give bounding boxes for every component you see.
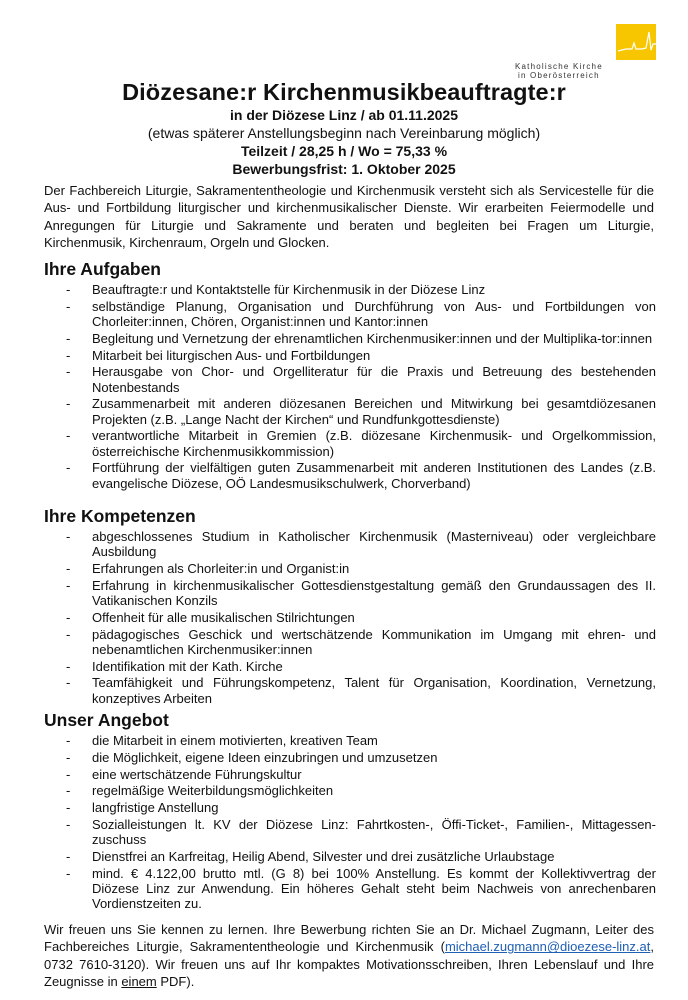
working-hours: Teilzeit / 28,25 h / Wo = 75,33 %: [240, 143, 448, 159]
list-item: [44, 849, 656, 864]
list-item: [44, 783, 656, 798]
list-item: [44, 460, 656, 490]
section-competencies: [44, 505, 656, 707]
bullet-dash: -: [66, 783, 71, 799]
list-item-text: selbständige Planung, Organisation und Durchführung von Aus- und Fortbildungen von Chorleiter:innen, Chören, Organist:innen und Kantor:innen: [92, 298, 656, 329]
list-item-text: Herausgabe von Chor- und Orgelliteratur für die Praxis und Betreuung des bestehenden Notenbestands: [92, 364, 656, 395]
contact-email-link[interactable]: michael.zugmann@dioezese-linz.at: [444, 939, 651, 955]
list-item: [44, 817, 656, 847]
bullet-dash: -: [66, 529, 71, 544]
list-item-text: Teamfähigkeit und Führungskompetenz, Talent für Organisation, Koordination, Vernetzung, konzeptives Arbeiten: [92, 675, 656, 706]
offer-list: [44, 733, 656, 911]
list-item: [44, 282, 656, 297]
bullet-dash: -: [66, 675, 71, 691]
bullet-dash: -: [66, 561, 71, 576]
bullet-dash: -: [66, 865, 71, 881]
list-item-text: Beauftragte:r und Kontaktstelle für Kirchenmusik in der Diözese Linz: [92, 282, 486, 297]
line-graph-icon: [616, 24, 656, 60]
bullet-dash: -: [66, 848, 71, 864]
bullet-dash: -: [66, 626, 71, 642]
list-item-text: Identifikation mit der Kath. Kirche: [92, 658, 283, 674]
list-item: [44, 675, 656, 705]
bullet-dash: -: [66, 816, 71, 832]
list-item: [44, 578, 656, 608]
bullet-dash: -: [66, 347, 71, 363]
list-item: [44, 627, 656, 657]
list-item-text: Erfahrungen als Chorleiter:in und Organist:in: [92, 561, 350, 576]
logo-line-2: in Oberösterreich: [518, 71, 600, 80]
bullet-dash: -: [66, 749, 71, 765]
bullet-dash: -: [66, 396, 71, 412]
logo-line-1: Katholische Kirche: [515, 62, 603, 71]
list-item-text: die Mitarbeit in einem motivierten, kreativen Team: [92, 733, 378, 748]
list-item-text: Dienstfrei an Karfreitag, Heilig Abend, Silvester und drei zusätzliche Urlaubstage: [92, 848, 555, 864]
list-item-text: Sozialleistungen lt. KV der Diözese Linz: Fahrtkosten-, Öffi-Ticket-, Familien-, Mittagessen-zuschuss: [92, 816, 656, 848]
bullet-dash: -: [66, 577, 71, 593]
list-item: [44, 767, 656, 782]
list-item: [44, 561, 656, 576]
bullet-dash: -: [66, 800, 71, 816]
bullet-dash: -: [66, 282, 71, 297]
list-item-text: Begleitung und Vernetzung der ehrenamtlichen Kirchenmusiker:innen und der Multiplika-tor:innen: [92, 330, 653, 346]
list-item-text: Fortführung der vielfältigen guten Zusammenarbeit mit anderen Institutionen des Landes (z.B. evangelische Diözese, OÖ Landesmusikschulwerk, Chorverband): [92, 460, 656, 491]
list-item: [44, 659, 656, 674]
bullet-dash: -: [66, 330, 71, 346]
task-list: [44, 282, 656, 491]
bullet-dash: -: [66, 609, 71, 625]
closing-paragraph: [44, 921, 654, 990]
closing-text-2: , 0732 7610-3120). Wir freuen uns auf Ihr kompaktes Motivationsschreiben, Ihren Lebenslauf und Ihre Zeugnisse in: [44, 939, 654, 989]
list-item-text: die Möglichkeit, eigene Ideen einzubringen und umzusetzen: [92, 749, 438, 765]
title-block: [0, 78, 688, 178]
list-item-text: regelmäßige Weiterbildungsmöglichkeiten: [92, 783, 334, 799]
list-item: [44, 866, 656, 912]
list-item-text: pädagogisches Geschick und wertschätzende Kommunikation im Umgang mit ehren- und nebenamtlichen Kirchenmusiker:innen: [92, 626, 656, 657]
bullet-dash: -: [66, 766, 71, 782]
section-tasks: [44, 258, 656, 492]
bullet-dash: -: [66, 428, 71, 444]
list-item-text: abgeschlossenes Studium in Katholischer Kirchenmusik (Masterniveau) oder vergleichbare Ausbildung: [92, 529, 656, 560]
closing-text-1: Wir freuen uns Sie kennen zu lernen. Ihre Bewerbung richten Sie an Dr. Michael Zugmann, Leiter des Fachbereiches Liturgie, Sakramententheologie und Kirchenmusik (: [44, 922, 654, 955]
list-item-text: Offenheit für alle musikalischen Stilrichtungen: [92, 609, 355, 625]
logo: [512, 24, 662, 80]
list-item: [44, 364, 656, 394]
location-date: in der Diözese Linz / ab 01.11.2025: [230, 107, 458, 123]
list-item: [44, 299, 656, 329]
section-heading: Ihre Aufgaben: [44, 259, 161, 279]
list-item-text: verantwortliche Mitarbeit in Gremien (z.B. diözesane Kirchenmusik- und Orgelkommission, österreichische Kirchenmusikkommission): [92, 428, 656, 459]
page-title: Diözesane:r Kirchenmusikbeauftragte:r: [122, 79, 566, 105]
competency-list: [44, 529, 656, 706]
list-item: [44, 331, 656, 346]
bullet-dash: -: [66, 460, 71, 476]
closing-emphasis: einem: [121, 973, 157, 989]
list-item: [44, 733, 656, 748]
list-item: [44, 610, 656, 625]
bullet-dash: -: [66, 733, 71, 748]
list-item-text: langfristige Anstellung: [92, 800, 219, 816]
list-item: [44, 750, 656, 765]
logo-mark: [616, 24, 656, 60]
list-item-text: eine wertschätzende Führungskultur: [92, 766, 302, 782]
list-item: [44, 348, 656, 363]
list-item-text: mind. € 4.122,00 brutto mtl. (G 8) bei 100% Anstellung. Es kommt der Kollektivvertrag der Diözese Linz zur Anwendung. Ein höheres Gehalt steht beim Nachweis von anrechenbaren Vordienstzeiten zu.: [92, 865, 656, 912]
list-item: [44, 529, 656, 559]
section-heading: Ihre Kompetenzen: [44, 506, 196, 526]
bullet-dash: -: [66, 364, 71, 380]
list-item-text: Zusammenarbeit mit anderen diözesanen Bereichen und Mitwirkung bei gesamtdiözesanen Projekten (z.B. „Lange Nacht der Kirchen“ und Rundfunkgottesdienste): [92, 396, 656, 427]
bullet-dash: -: [66, 658, 71, 674]
section-heading: Unser Angebot: [44, 710, 169, 730]
list-item-text: Erfahrung in kirchenmusikalischer Gottesdienstgestaltung gemäß den Grundaussagen des II. Vatikanischen Konzils: [92, 577, 656, 608]
list-item: [44, 800, 656, 815]
bullet-dash: -: [66, 298, 71, 314]
section-offer: [44, 709, 656, 913]
closing-text-3: PDF).: [156, 973, 195, 989]
intro-paragraph: Der Fachbereich Liturgie, Sakramententheologie und Kirchenmusik versteht sich als Servicestelle für die Aus- und Fortbildung liturgischer und kirchenmusikalischer Dienste. Wir erarbeiten Feiermodelle und Anregungen für Liturgie und Sakramente und beraten und begleiten bei Fragen um Liturgie, Kirchenmusik, Kirchenraum, Orgeln und Glocken.: [44, 183, 654, 250]
list-item: [44, 396, 656, 426]
application-deadline: Bewerbungsfrist: 1. Oktober 2025: [232, 161, 456, 177]
start-note: (etwas späterer Anstellungsbeginn nach Vereinbarung möglich): [147, 125, 541, 141]
list-item: [44, 428, 656, 458]
list-item-text: Mitarbeit bei liturgischen Aus- und Fortbildungen: [92, 347, 371, 363]
